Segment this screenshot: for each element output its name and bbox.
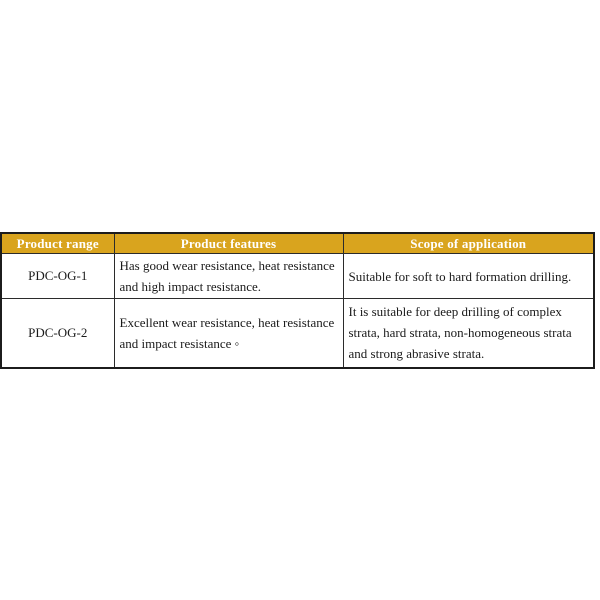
table-row-pdc-og-1: [1, 254, 594, 299]
header-product-features: Product features: [114, 233, 343, 254]
cell-scope-of-application-2: It is suitable for deep drilling of complex strata, hard strata, non-homogeneous strata and strong abrasive strata.: [343, 299, 594, 368]
cell-product-features-1: Has good wear resistance, heat resistance and high impact resistance.: [114, 254, 343, 299]
cell-product-range-1: PDC-OG-1: [1, 254, 114, 299]
cell-product-range-2: PDC-OG-2: [1, 299, 114, 368]
product-table: [0, 232, 595, 369]
header-scope-of-application: Scope of application: [343, 233, 594, 254]
table-header-row: [1, 233, 594, 254]
table-row-pdc-og-2: [1, 299, 594, 368]
cell-scope-of-application-1: Suitable for soft to hard formation drilling.: [343, 254, 594, 299]
cell-product-features-2: Excellent wear resistance, heat resistance and impact resistance ◦: [114, 299, 343, 368]
header-product-range: Product range: [1, 233, 114, 254]
